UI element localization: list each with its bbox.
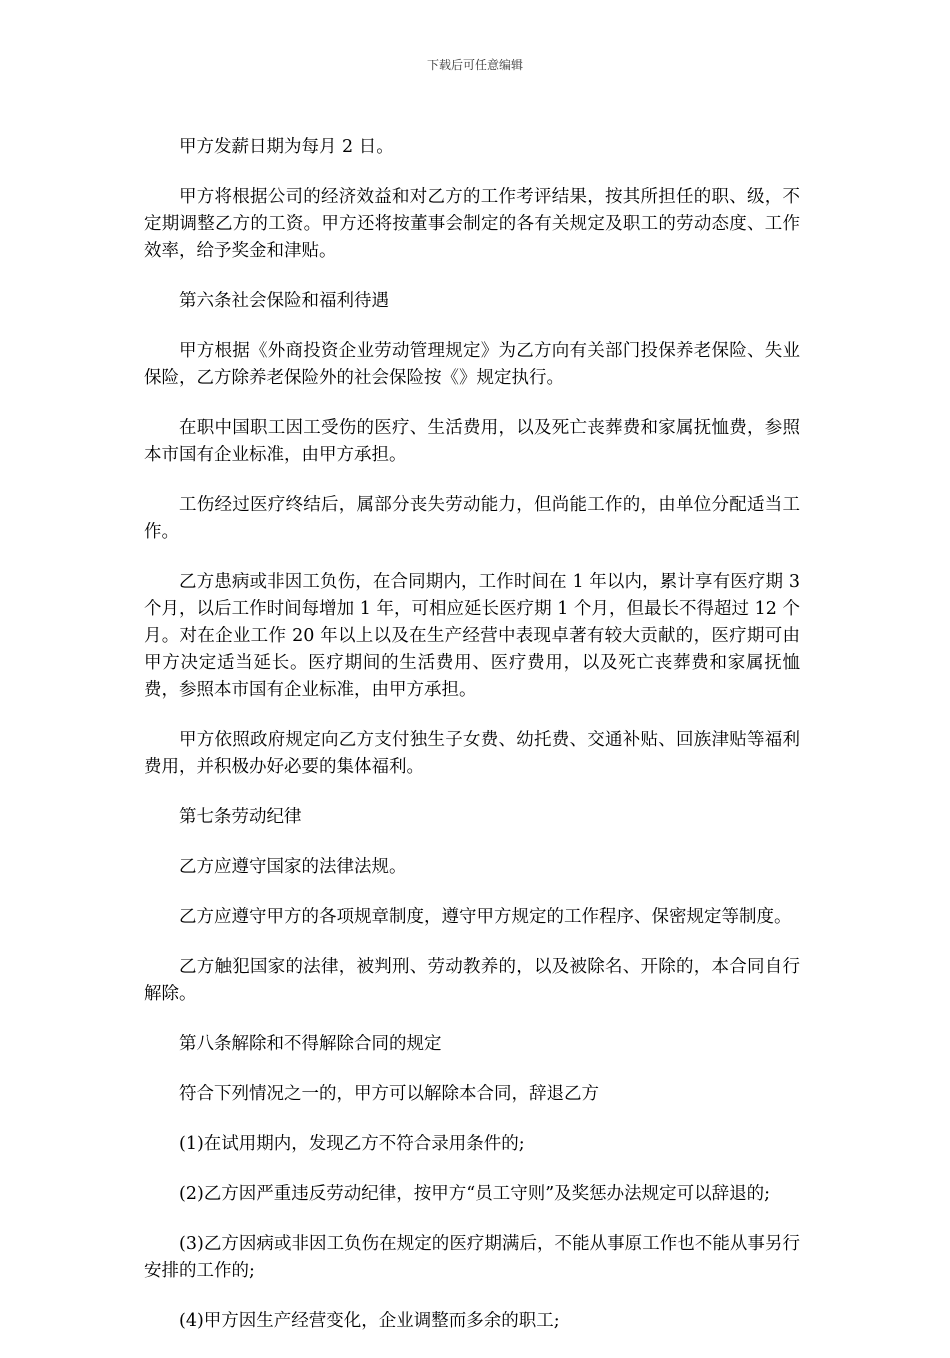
paragraph-pay-date: 甲方发薪日期为每月 2 日。 (179, 137, 394, 157)
page-header: 下载后可任意编辑 (426, 58, 523, 72)
list-item-condition-3: (3)乙方因病或非因工负伤在规定的医疗期满后，不能从事原工作也不能从事另行安排的工作的; (144, 1234, 800, 1281)
paragraph-automatic-termination: 乙方触犯国家的法律，被判刑、劳动教养的，以及被除名、开除的，本合同自行解除。 (144, 957, 800, 1004)
paragraph-insurance: 甲方根据《外商投资企业劳动管理规定》为乙方向有关部门投保养老保险、失业保险，乙方除养老保险外的社会保险按《》规定执行。 (144, 341, 800, 388)
document-body (144, 134, 800, 1358)
paragraph-welfare: 甲方依照政府规定向乙方支付独生子女费、幼托费、交通补贴、回族津贴等福利费用，并积极办好必要的集体福利。 (144, 730, 800, 777)
list-item-condition-2: (2)乙方因严重违反劳动纪律，按甲方“员工守则”及奖惩办法规定可以辞退的; (179, 1184, 771, 1204)
paragraph-salary-adjustment: 甲方将根据公司的经济效益和对乙方的工作考评结果，按其所担任的职、级，不定期调整乙方的工资。甲方还将按董事会制定的各有关规定及职工的劳动态度、工作效率，给予奖金和津贴。 (144, 187, 800, 261)
list-item-condition-1: (1)在试用期内，发现乙方不符合录用条件的; (179, 1134, 525, 1154)
paragraph-obey-law: 乙方应遵守国家的法律法规。 (179, 857, 407, 877)
paragraph-obey-rules: 乙方应遵守甲方的各项规章制度，遵守甲方规定的工作程序、保密规定等制度。 (179, 907, 792, 927)
paragraph-dismissal-conditions: 符合下列情况之一的，甲方可以解除本合同，辞退乙方 (179, 1084, 599, 1104)
paragraph-work-injury-costs: 在职中国职工因工受伤的医疗、生活费用，以及死亡丧葬费和家属抚恤费，参照本市国有企业标准，由甲方承担。 (144, 418, 800, 465)
paragraph-work-injury-reassignment: 工伤经过医疗终结后，属部分丧失劳动能力，但尚能工作的，由单位分配适当工作。 (144, 495, 800, 542)
list-item-condition-4: (4)甲方因生产经营变化，企业调整而多余的职工; (179, 1311, 560, 1331)
section-heading-article-7: 第七条劳动纪律 (179, 807, 302, 827)
paragraph-medical-period: 乙方患病或非因工负伤，在合同期内，工作时间在 1 年以内，累计享有医疗期 3 个月，以后工作时间每增加 1 年，可相应延长医疗期 1 个月，但最长不得超过 12 个月。对在企业工作 20 年以上以及在生产经营中表现卓著有较大贡献的，医疗期可由甲方决定适当延长。医疗期间的生活费用、医疗费用，以及死亡丧葬费和家属抚恤费，参照本市国有企业标准，由甲方承担。 (144, 572, 800, 700)
section-heading-article-6: 第六条社会保险和福利待遇 (179, 291, 389, 311)
section-heading-article-8: 第八条解除和不得解除合同的规定 (179, 1034, 442, 1054)
